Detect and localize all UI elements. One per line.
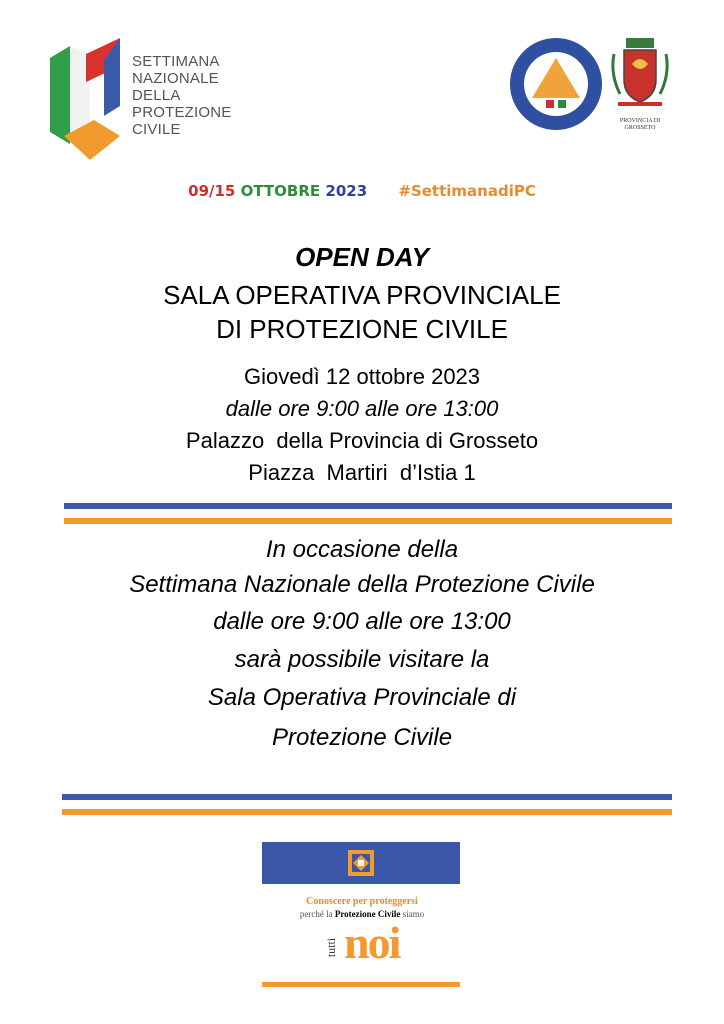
event-subtitle-line1: SALA OPERATIVA PROVINCIALE — [163, 280, 561, 310]
dates-year: 2023 — [325, 182, 368, 200]
brand-small-text: tutti — [324, 937, 339, 958]
footer-stripe-orange — [262, 982, 460, 987]
logo-text-line: CIVILE — [132, 121, 181, 138]
slogan-post: siamo — [402, 909, 425, 919]
dates-month: OTTOBRE — [240, 182, 321, 200]
body-line: Protezione Civile — [271, 724, 453, 751]
hashtag: #SettimanadiPC — [398, 182, 536, 200]
body-line: In occasione della — [265, 536, 459, 563]
logo-text-line: SETTIMANA — [132, 53, 220, 70]
body-line: Sala Operativa Provinciale di — [207, 684, 517, 711]
event-address: Piazza Martiri d’Istia 1 — [248, 460, 476, 485]
body-line: Settimana Nazionale della Protezione Civile — [129, 571, 595, 598]
event-place-line1: Palazzo della Provincia di Grosseto — [185, 428, 539, 453]
body-line: dalle ore 9:00 alle ore 13:00 — [213, 608, 511, 635]
slogan-bold: Protezione Civile — [334, 909, 401, 919]
event-date: Giovedì 12 ottobre 2023 — [243, 364, 481, 389]
logo-text-line: PROTEZIONE — [132, 104, 232, 121]
settimana-logo-text — [132, 53, 232, 138]
civil-protection-badge-icon — [508, 36, 604, 132]
divider-stripe-orange — [64, 518, 672, 524]
coat-of-arms-icon — [608, 34, 672, 114]
event-subtitle-line2: DI PROTEZIONE CIVILE — [216, 314, 508, 344]
civil-protection-cross-icon — [348, 850, 374, 876]
grosseto-caption-line: PROVINCIA DI — [619, 118, 661, 124]
event-hours: dalle ore 9:00 alle ore 13:00 — [225, 396, 499, 421]
provincia-grosseto-logo — [608, 34, 672, 134]
dates-days: 09/15 — [188, 182, 236, 200]
italy-flag-mark-icon — [48, 36, 128, 162]
slogan-pre: perché la — [299, 909, 333, 919]
divider-stripe-orange — [62, 809, 672, 815]
divider-stripe-blue — [64, 503, 672, 509]
settimana-nazionale-logo — [48, 36, 248, 162]
event-title: OPEN DAY — [295, 242, 429, 272]
logo-text-line: NAZIONALE — [132, 70, 219, 87]
protezione-civile-toscana-logo — [508, 36, 604, 132]
campaign-banner — [262, 842, 460, 884]
divider-stripe-blue — [62, 794, 672, 800]
grosseto-caption-line: GROSSETO — [624, 125, 656, 131]
slogan-line1: Conoscere per proteggersi — [306, 896, 418, 907]
brand-big-text: noi — [344, 917, 400, 968]
body-line: sarà possibile visitare la — [234, 646, 490, 673]
logo-text-line: DELLA — [132, 87, 181, 104]
dates-hashtag-line — [0, 182, 724, 200]
tutti-noi-logo — [324, 917, 402, 968]
